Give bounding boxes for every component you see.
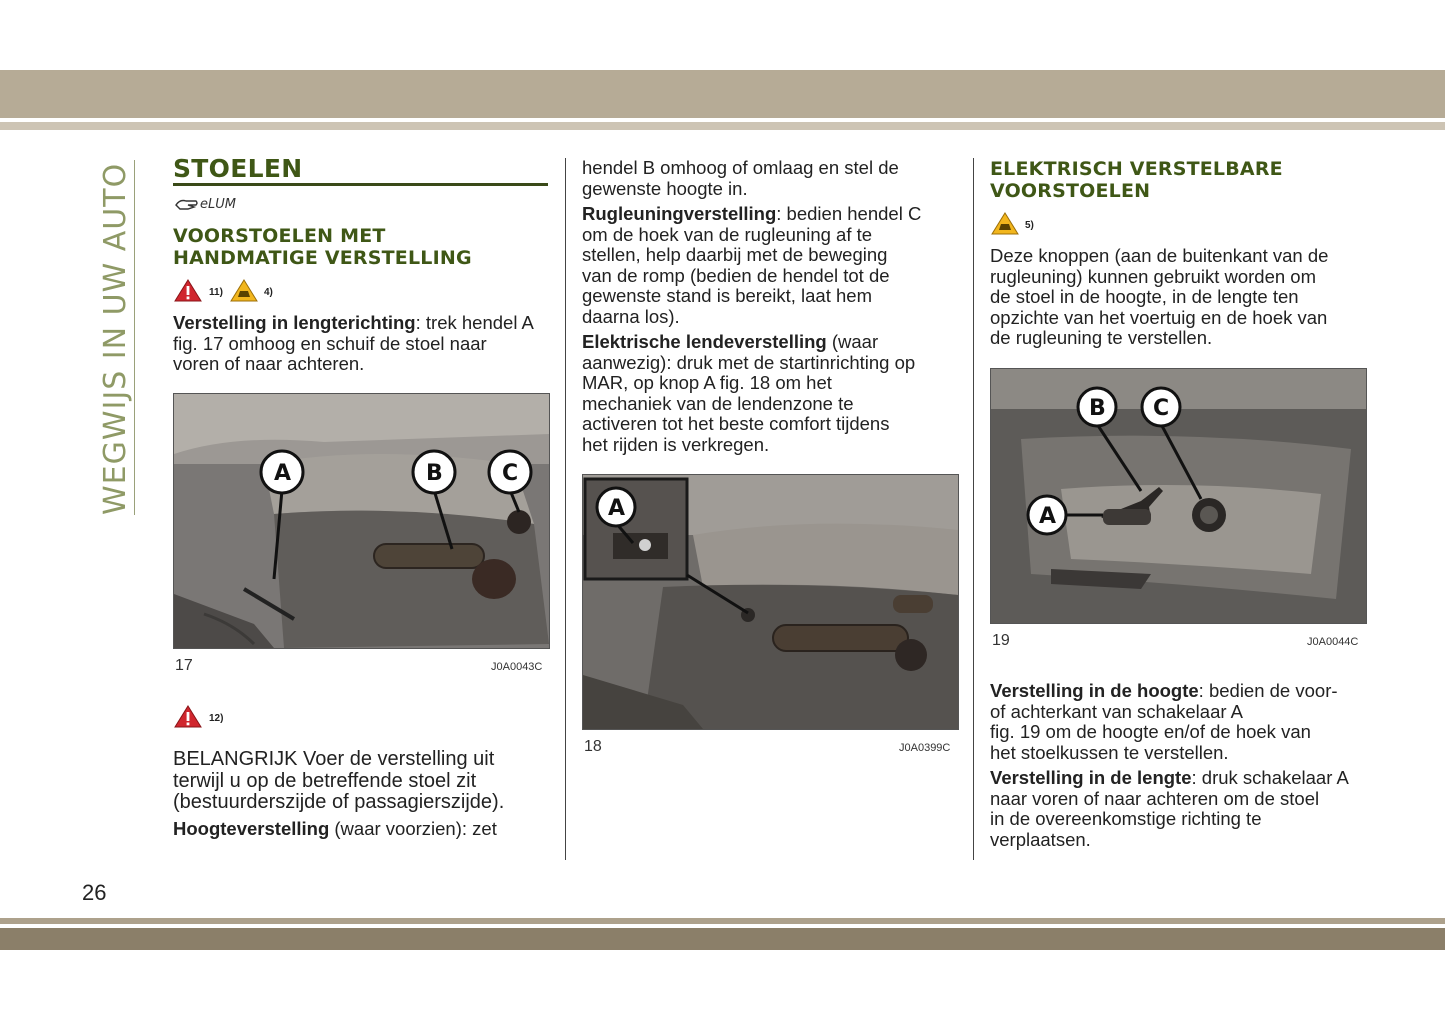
page-number: 26 [82, 880, 107, 905]
side-section-title: WEGWIJS IN UW AUTO [98, 162, 133, 515]
warning-ref: 11) [209, 287, 223, 298]
warning-ref: 12) [209, 713, 224, 724]
callout-label: A [1039, 504, 1057, 529]
subsection-title: VOORSTOELEN MET HANDMATIGE VERSTELLING [173, 225, 472, 269]
caution-car-icon [230, 278, 258, 303]
paragraph-lumbar: Elektrische lendeverstelling (waar aanwezig): druk met de startinrichting op MAR, op knop A fig. 18 om het mechaniek van de lendenzone te activeren tot het beste comfort tijdens het rijden is verkregen. [582, 331, 916, 455]
figure-number: 17 [175, 657, 193, 674]
callout-label: B [426, 461, 443, 486]
svg-text:eLUM: eLUM [200, 197, 236, 212]
callout-label: C [1153, 396, 1170, 421]
warning-icon [174, 278, 202, 303]
callout-label: A [608, 496, 626, 521]
figure-number: 18 [584, 738, 602, 755]
figure-code: J0A0399C [899, 742, 951, 754]
hand-book-icon [174, 193, 236, 213]
callout-label: C [502, 461, 519, 486]
caution-ref: 5) [1025, 220, 1034, 231]
paragraph-backrest: Rugleuningverstelling: bedien hendel C om de hoek van de rugleuning af te stellen, help daarbij met de beweging van de romp (bedien de hendel tot de gewenste stand is bereikt, laat hem daarna los). [582, 203, 922, 327]
callout-label: B [1089, 396, 1106, 421]
paragraph-lengthwise: Verstelling in lengterichting: trek hendel A fig. 17 omhoog en schuif de stoel naar voren of naar achteren. [173, 312, 534, 375]
column-divider [565, 158, 566, 860]
figure-17-callouts [174, 394, 549, 648]
callout-label: A [274, 461, 292, 486]
paragraph-important: BELANGRIJK Voer de verstelling uit terwijl u op de betreffende stoel zit (bestuurderszijde of passagierszijde). [173, 748, 505, 813]
figure-18-callouts [583, 475, 958, 729]
figure-19-callouts [991, 369, 1366, 623]
title-underline [173, 183, 548, 186]
side-rule [134, 160, 135, 515]
footer-band [0, 928, 1445, 950]
caution-ref: 4) [264, 287, 273, 298]
figure-18-image [582, 474, 959, 730]
paragraph-height: Hoogteverstelling (waar voorzien): zet [173, 818, 497, 839]
figure-19-image [990, 368, 1367, 624]
header-band [0, 70, 1445, 118]
paragraph-height-cont: hendel B omhoog of omlaag en stel de gewenste hoogte in. [582, 157, 899, 199]
header-band-line [0, 122, 1445, 130]
section-title-electric: ELEKTRISCH VERSTELBARE VOORSTOELEN [990, 158, 1283, 202]
footer-band-line [0, 918, 1445, 924]
column-divider [973, 158, 974, 860]
caution-car-icon [991, 211, 1019, 236]
section-title: STOELEN [173, 154, 303, 183]
paragraph-buttons: Deze knoppen (aan de buitenkant van de rugleuning) kunnen gebruikt worden om de stoel in de hoogte, in de lengte ten opzichte van het voertuig en de hoek van de rugleuning te verstellen. [990, 245, 1329, 349]
figure-code: J0A0044C [1307, 636, 1359, 648]
paragraph-length-electric: Verstelling in de lengte: druk schakelaar A naar voren of naar achteren om de stoel in de overeenkomstige richting te verplaatsen. [990, 767, 1349, 850]
paragraph-height-electric: Verstelling in de hoogte: bedien de voor- of achterkant van schakelaar A fig. 19 om de hoogte en/of de hoek van het stoelkussen te verstellen. [990, 680, 1338, 763]
figure-code: J0A0043C [491, 661, 543, 673]
figure-number: 19 [992, 632, 1010, 649]
warning-icon [174, 704, 202, 729]
figure-17-image [173, 393, 550, 649]
